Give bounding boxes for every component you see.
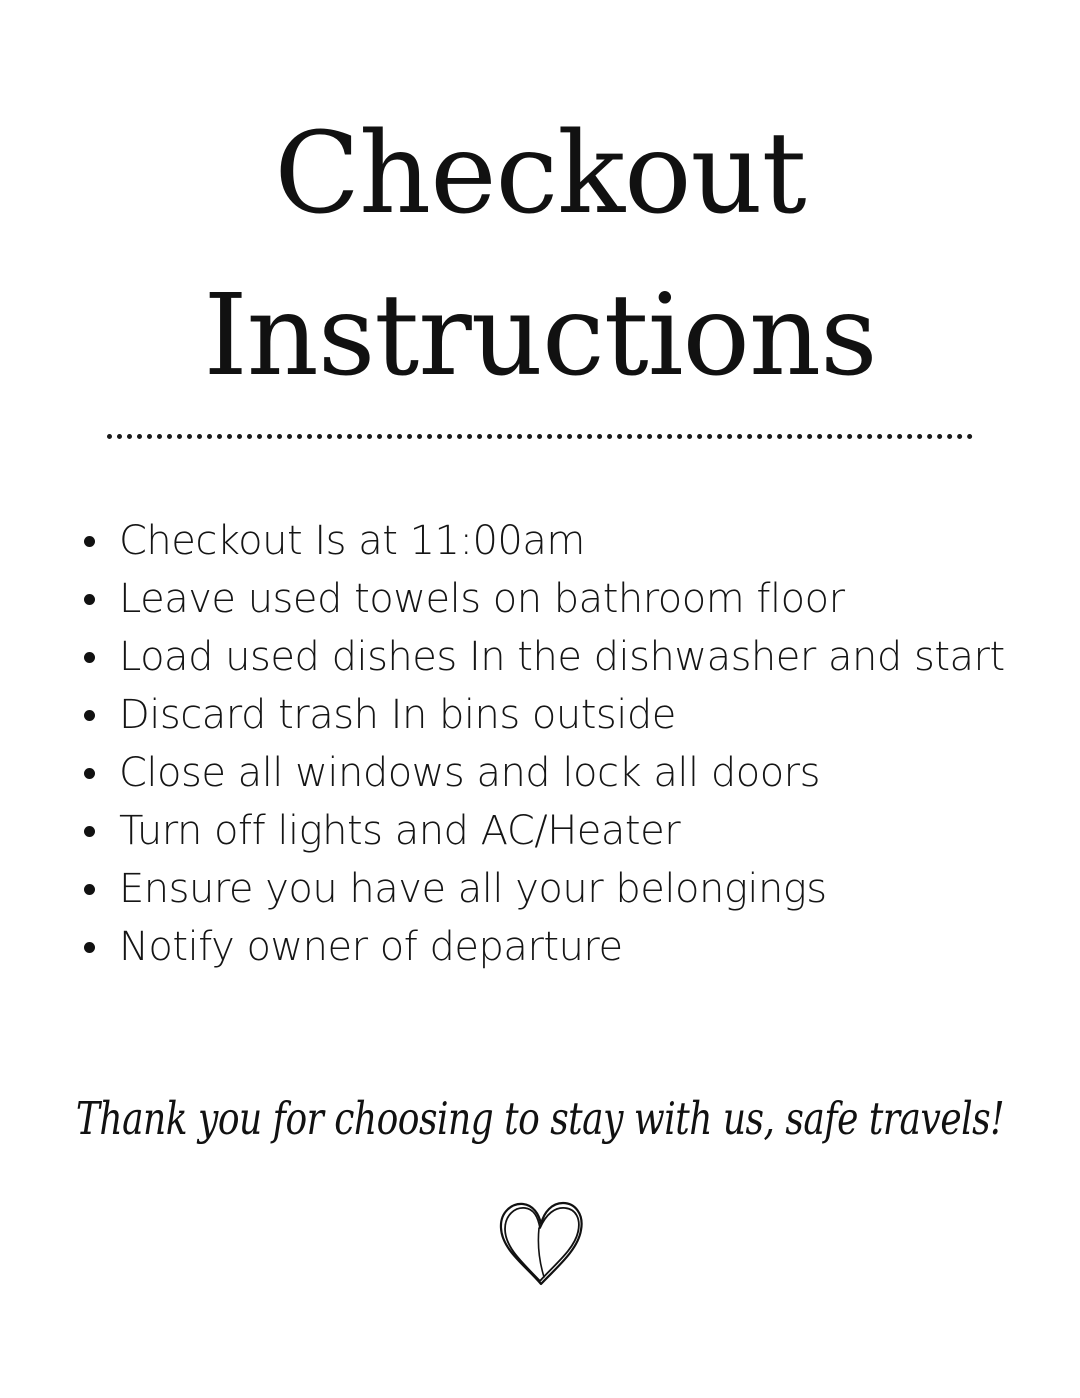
bullet-icon — [84, 826, 95, 837]
checklist-item-text: Turn off lights and AC/Heater — [119, 808, 681, 854]
checklist-item — [80, 512, 980, 570]
checklist-item-text: Checkout Is at 11:00am — [119, 518, 585, 564]
bullet-icon — [84, 652, 95, 663]
page-title-line-1: Checkout — [274, 109, 806, 239]
checklist-item — [80, 860, 980, 918]
checklist-item-text: Load used dishes In the dishwasher and start — [119, 634, 1005, 680]
checklist-item-text: Leave used towels on bathroom floor — [119, 576, 845, 622]
checklist-item-text: Discard trash In bins outside — [119, 692, 676, 738]
checkout-checklist — [80, 512, 1005, 976]
bullet-icon — [84, 710, 95, 721]
checklist-item — [80, 918, 980, 976]
dotted-divider — [107, 434, 973, 439]
checklist-item-text: Close all windows and lock all doors — [119, 750, 820, 796]
bullet-icon — [84, 594, 95, 605]
bullet-icon — [84, 884, 95, 895]
checklist-item — [80, 570, 980, 628]
checklist-item — [80, 628, 1005, 686]
checklist-item-text: Notify owner of departure — [119, 924, 623, 970]
heart-icon — [496, 1198, 586, 1290]
checklist-item — [80, 686, 980, 744]
bullet-icon — [84, 768, 95, 779]
checklist-item — [80, 744, 980, 802]
bullet-icon — [84, 942, 95, 953]
checklist-item — [80, 802, 980, 860]
page-title-line-2: Instructions — [203, 271, 877, 401]
thank-you-message: Thank you for choosing to stay with us, safe travels! — [75, 1094, 1005, 1146]
bullet-icon — [84, 536, 95, 547]
checklist-item-text: Ensure you have all your belongings — [119, 866, 827, 912]
